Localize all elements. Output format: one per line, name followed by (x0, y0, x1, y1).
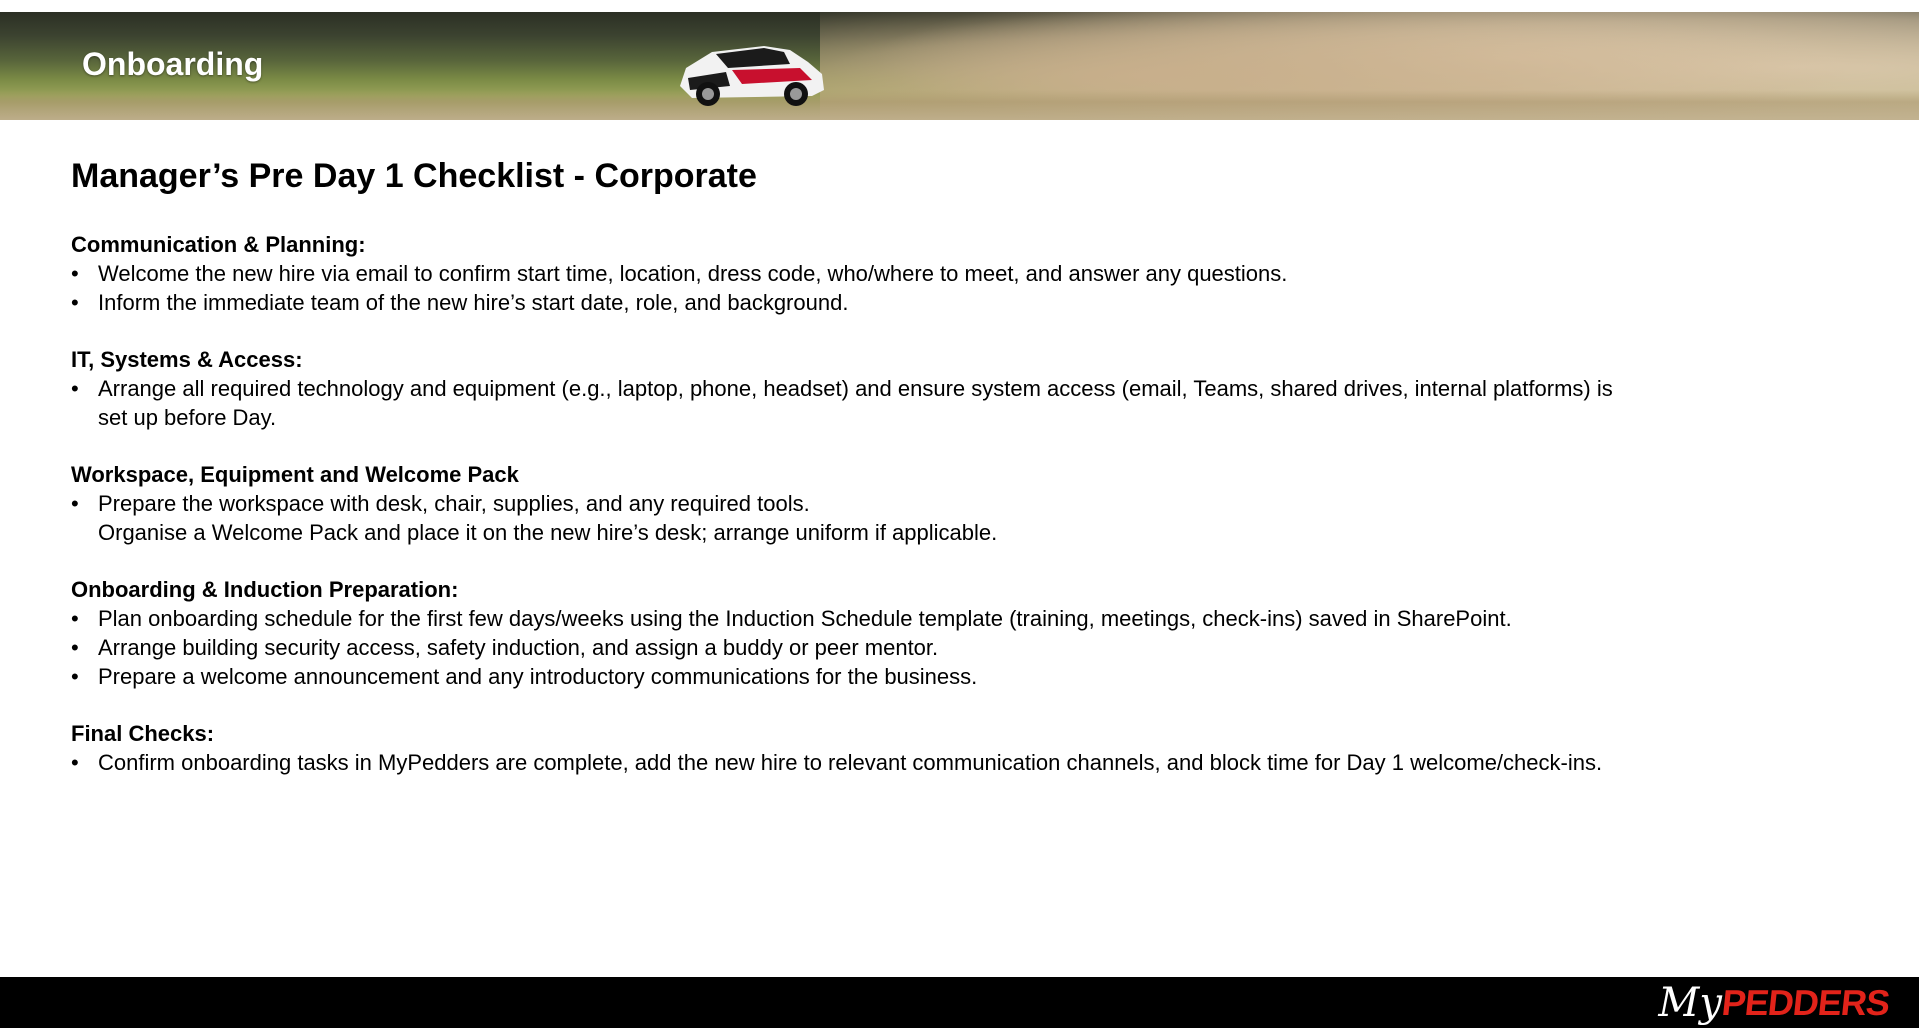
logo-pedders-text: PEDDERS (1719, 982, 1892, 1023)
checklist (71, 489, 1631, 547)
page-title: Manager’s Pre Day 1 Checklist - Corporate (71, 157, 757, 195)
top-strip (0, 0, 1919, 12)
checklist (71, 604, 1631, 691)
section-heading: Onboarding & Induction Preparation: (71, 577, 459, 602)
list-item: Organise a Welcome Pack and place it on the new hire’s desk; arrange uniform if applicable. (98, 520, 998, 545)
section-communication-planning (71, 230, 1631, 317)
section-workspace-welcome-pack (71, 460, 1631, 547)
section-final-checks (71, 719, 1631, 777)
checklist (71, 748, 1631, 777)
banner-title: Onboarding (82, 46, 264, 82)
section-it-systems-access (71, 345, 1631, 432)
document-body (71, 152, 1631, 805)
checklist (71, 259, 1631, 317)
footer-bar (0, 977, 1919, 1028)
section-heading: IT, Systems & Access: (71, 347, 303, 372)
section-heading: Final Checks: (71, 721, 215, 746)
rally-car-icon (672, 34, 830, 110)
list-item: • Inform the immediate team of the new hire’s start date, role, and background. (71, 288, 1631, 317)
list-item: • Prepare the workspace with desk, chair, supplies, and any required tools. (71, 489, 1631, 518)
section-heading: Workspace, Equipment and Welcome Pack (71, 462, 519, 487)
list-item: • Arrange all required technology and equipment (e.g., laptop, phone, headset) and ensure system access (email, Teams, shared drives, internal platforms) is set up before Day. (71, 374, 1631, 432)
header-banner (0, 12, 1919, 120)
dirt-track (0, 90, 1919, 120)
list-item: • Confirm onboarding tasks in MyPedders are complete, add the new hire to relevant communication channels, and block time for Day 1 welcome/check-ins. (71, 748, 1631, 777)
list-item: • Prepare a welcome announcement and any introductory communications for the business. (71, 662, 1631, 691)
list-item: • Plan onboarding schedule for the first few days/weeks using the Induction Schedule template (training, meetings, check-ins) saved in SharePoint. (71, 604, 1631, 633)
mypedders-logo (1658, 980, 1892, 1026)
list-item: • Welcome the new hire via email to confirm start time, location, dress code, who/where to meet, and answer any questions. (71, 259, 1631, 288)
section-heading: Communication & Planning: (71, 232, 366, 257)
list-item: • Arrange building security access, safety induction, and assign a buddy or peer mentor. (71, 633, 1631, 662)
checklist (71, 374, 1631, 432)
logo-my-text: My (1658, 980, 1722, 1026)
section-onboarding-induction (71, 575, 1631, 691)
